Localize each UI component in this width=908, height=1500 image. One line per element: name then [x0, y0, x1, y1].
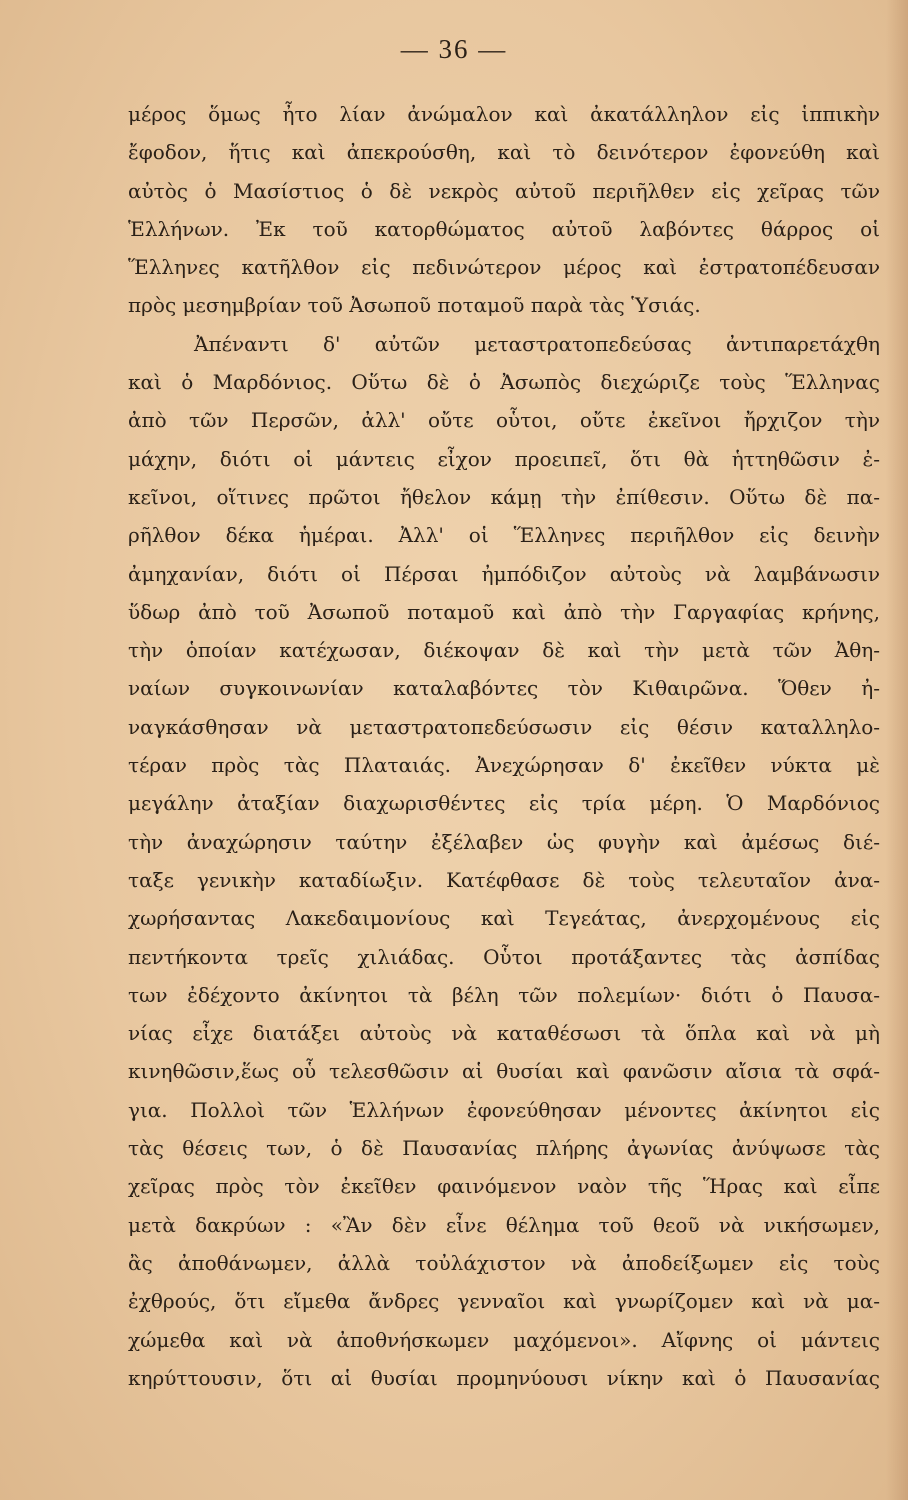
text-line: καὶ ὁ Μαρδόνιος. Οὕτω δὲ ὁ Ἀσωπὸς διεχώριζε τοὺς Ἕλληνας [128, 370, 880, 395]
text-line: τὰς θέσεις των, ὁ δὲ Παυσανίας πλήρης ἀγωνίας ἀνύψωσε τὰς [128, 1136, 880, 1161]
text-line: μετὰ δακρύων : «Ἂν δὲν εἶνε θέλημα τοῦ θεοῦ νὰ νικήσωμεν, [128, 1212, 880, 1237]
text-line: μεγάλην ἀταξίαν διαχωρισθέντες εἰς τρία μέρη. Ὁ Μαρδόνιος [128, 791, 880, 816]
text-line: πεντήκοντα τρεῖς χιλιάδας. Οὗτοι προτάξαντες τὰς ἀσπίδας [128, 944, 880, 969]
text-line: Ἕλληνες κατῆλθον εἰς πεδινώτερον μέρος καὶ ἐστρατοπέδευσαν [128, 255, 880, 280]
text-line: τέραν πρὸς τὰς Πλαταιάς. Ἀνεχώρησαν δ' ἐκεῖθεν νύκτα μὲ [128, 753, 880, 778]
text-line: κινηθῶσιν,ἕως οὗ τελεσθῶσιν αἱ θυσίαι καὶ φανῶσιν αἴσια τὰ σφά- [128, 1059, 880, 1084]
text-line: ἀπὸ τῶν Περσῶν, ἀλλ' οὔτε οὗτοι, οὔτε ἐκεῖνοι ἤρχιζον τὴν [128, 408, 880, 433]
page-edge-shadow [886, 0, 908, 1500]
text-line: ὕδωρ ἀπὸ τοῦ Ἀσωποῦ ποταμοῦ καὶ ἀπὸ τὴν Γαργαφίας κρήνης, [128, 599, 880, 624]
text-line: για. Πολλοὶ τῶν Ἑλλήνων ἐφονεύθησαν μένοντες ἀκίνητοι εἰς [128, 1097, 880, 1122]
text-line: τὴν ἀναχώρησιν ταύτην ἐξέλαβεν ὡς φυγὴν καὶ ἀμέσως διέ- [128, 829, 880, 854]
text-line: χώμεθα καὶ νὰ ἀποθνήσκωμεν μαχόμενοι». Αἴφνης οἱ μάντεις [128, 1327, 880, 1352]
text-line: των ἐδέχοντο ἀκίνητοι τὰ βέλη τῶν πολεμίων· διότι ὁ Παυσα- [128, 982, 880, 1007]
text-line: τὴν ὁποίαν κατέχωσαν, διέκοψαν δὲ καὶ τὴν μετὰ τῶν Ἀθη- [128, 638, 880, 663]
text-line: μάχην, διότι οἱ μάντεις εἶχον προειπεῖ, ὅτι θὰ ἡττηθῶσιν ἐ- [128, 446, 880, 471]
text-line: Ἀπέναντι δ' αὐτῶν μεταστρατοπεδεύσας ἀντιπαρετάχθη [194, 331, 880, 356]
text-line: κηρύττουσιν, ὅτι αἱ θυσίαι προμηνύουσι νίκην καὶ ὁ Παυσανίας [128, 1365, 880, 1390]
text-line: ρῆλθον δέκα ἡμέραι. Ἀλλ' οἱ Ἕλληνες περιῆλθον εἰς δεινὴν [128, 523, 880, 548]
text-line: μέρος ὅμως ἦτο λίαν ἀνώμαλον καὶ ἀκατάλληλον εἰς ἱππικὴν [128, 102, 880, 126]
text-line: πρὸς μεσημβρίαν τοῦ Ἀσωποῦ ποταμοῦ παρὰ τὰς Ὑσιάς. [128, 293, 701, 318]
text-line: κεῖνοι, οἵτινες πρῶτοι ἤθελον κάμῃ τὴν ἐπίθεσιν. Οὕτω δὲ πα- [128, 484, 880, 509]
text-line: νίας εἶχε διατάξει αὐτοὺς νὰ καταθέσωσι τὰ ὅπλα καὶ νὰ μὴ [128, 1021, 880, 1046]
text-line: Ἑλλήνων. Ἐκ τοῦ κατορθώματος αὐτοῦ λαβόντες θάρρος οἱ [128, 216, 880, 241]
page-number: — 36 — [400, 34, 508, 64]
text-line: αὐτὸς ὁ Μασίστιος ὁ δὲ νεκρὸς αὐτοῦ περιῆλθεν εἰς χεῖρας τῶν [128, 178, 880, 203]
text-line: ἀμηχανίαν, διότι οἱ Πέρσαι ἠμπόδιζον αὐτοὺς νὰ λαμβάνωσιν [128, 561, 880, 586]
text-line: ἂς ἀποθάνωμεν, ἀλλὰ τοὐλάχιστον νὰ ἀποδείξωμεν εἰς τοὺς [128, 1250, 880, 1275]
text-line: ναγκάσθησαν νὰ μεταστρατοπεδεύσωσιν εἰς θέσιν καταλληλο- [128, 714, 880, 739]
text-line: χωρήσαντας Λακεδαιμονίους καὶ Τεγεάτας, ἀνερχομένους εἰς [128, 906, 880, 931]
text-line: ἔφοδον, ἥτις καὶ ἀπεκρούσθη, καὶ τὸ δεινότερον ἐφονεύθη καὶ [128, 140, 880, 165]
body-text [128, 95, 880, 1397]
text-line: ταξε γενικὴν καταδίωξιν. Κατέφθασε δὲ τοὺς τελευταῖον ἀνα- [128, 867, 880, 892]
text-line: ναίων συγκοινωνίαν καταλαβόντες τὸν Κιθαιρῶνα. Ὅθεν ἠ- [128, 676, 880, 701]
text-line: χεῖρας πρὸς τὸν ἐκεῖθεν φαινόμενον ναὸν τῆς Ἥρας καὶ εἶπε [128, 1174, 880, 1199]
text-line: ἐχθρούς, ὅτι εἴμεθα ἄνδρες γενναῖοι καὶ γνωρίζομεν καὶ νὰ μα- [128, 1289, 880, 1314]
